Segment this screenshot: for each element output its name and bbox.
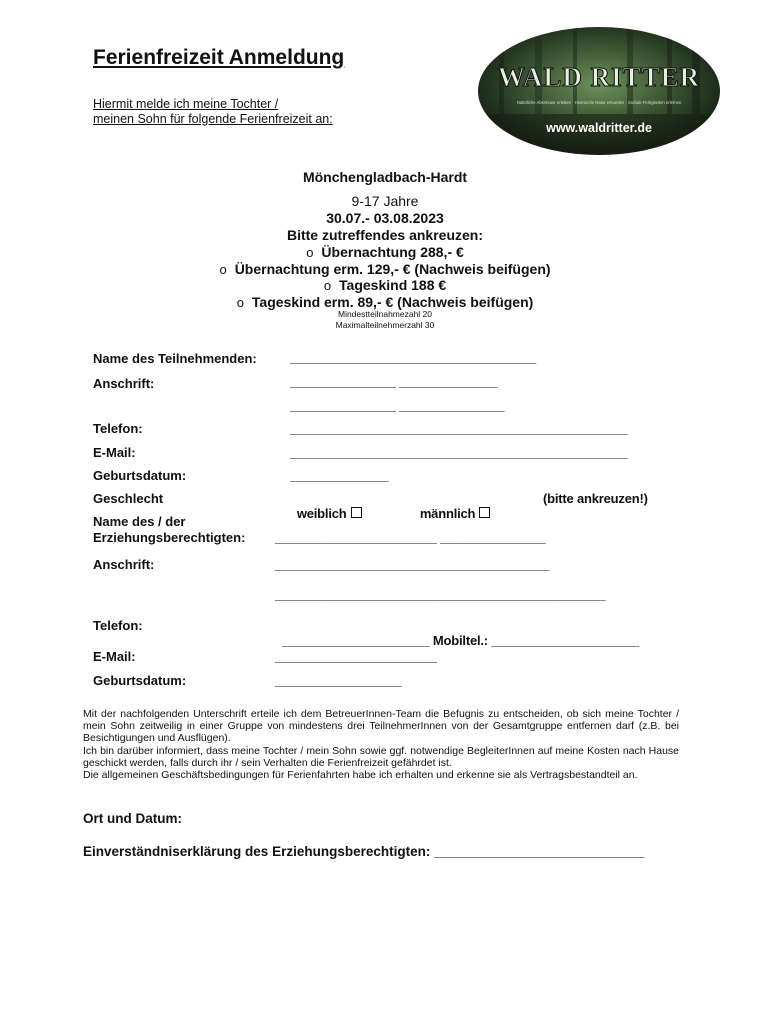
intro-text [93, 97, 333, 127]
event-location: Mönchengladbach-Hardt [302, 169, 468, 185]
guardian-email-label: E-Mail: [93, 649, 136, 664]
option-overnight[interactable] [0, 244, 770, 260]
min-participants: Mindestteilnahmezahl 20 [337, 309, 433, 319]
gender-female-label: weiblich [296, 506, 347, 521]
option-daychild[interactable] [0, 277, 770, 293]
guardian-phone-field[interactable] [275, 618, 639, 648]
guardian-address-field-1[interactable]: _______________________________________ [275, 557, 550, 572]
participant-email-field[interactable]: ________________________________________________ [290, 445, 628, 460]
guardian-name-field[interactable]: _______________________ _______________ [275, 530, 546, 545]
intro-line-2: meinen Sohn für folgende Ferienfreizeit an: [93, 112, 333, 126]
logo-url: www.waldritter.de [546, 121, 652, 135]
participant-email-label: E-Mail: [93, 445, 136, 460]
consent-label: Einverständniserklärung des Erziehungsberechtigten: [83, 844, 431, 859]
guardian-name-label-2: Erziehungsberechtigten: [93, 530, 246, 545]
event-instruction: Bitte zutreffendes ankreuzen: [286, 227, 484, 243]
guardian-birth-field[interactable]: __________________ [275, 673, 402, 688]
participant-gender-label: Geschlecht [93, 491, 164, 506]
participant-address-field-1[interactable]: _______________ ______________ [290, 374, 498, 389]
option-label: Übernachtung erm. 129,- € (Nachweis beifügen) [234, 261, 551, 277]
legal-text [83, 708, 679, 781]
guardian-phone-label: Telefon: [93, 618, 143, 633]
participant-phone-field[interactable]: ________________________________________________ [290, 421, 628, 436]
option-overnight-reduced[interactable] [0, 261, 770, 277]
legal-paragraph-3: Die allgemeinen Geschäftsbedingungen für Ferienfahrten habe ich erhalten und erkenne sie als Vertragsbestandteil an. [83, 769, 638, 782]
option-label: Tageskind 188 € [339, 277, 447, 293]
participant-name-label: Name des Teilnehmenden: [93, 351, 257, 366]
waldritter-logo [477, 26, 721, 156]
guardian-address-field-2[interactable]: _______________________________________________ [275, 587, 606, 602]
participant-name-field[interactable]: ___________________________________ [290, 350, 537, 365]
gender-male[interactable] [413, 491, 490, 521]
gender-note: (bitte ankreuzen!) [543, 491, 648, 506]
option-label: Übernachtung 288,- € [321, 244, 464, 260]
legal-paragraph-1: Mit der nachfolgenden Unterschrift erteile ich dem BetreuerInnen-Team die Befugnis zu entscheiden, ob sich meine Tochter / mein Sohn zeitweilig in einer Gruppe von mindestens drei TeilnehmerInnen von der Gesamtgruppe entfernen darf (z.B. bei Besichtigungen und Ausflügen). [83, 708, 679, 745]
participant-birth-label: Geburtsdatum: [93, 468, 187, 483]
guardian-address-label: Anschrift: [93, 557, 155, 572]
participant-birth-field[interactable]: ______________ [290, 468, 389, 483]
form-title: Ferienfreizeit Anmeldung [93, 46, 345, 69]
option-bullet: o [236, 295, 244, 310]
guardian-name-label-1: Name des / der [93, 514, 186, 529]
consent-signature-line[interactable]: ____________________________ [434, 844, 645, 859]
checkbox-female[interactable] [351, 507, 362, 518]
guardian-phone-line[interactable]: _____________________ [281, 633, 430, 648]
participant-phone-label: Telefon: [93, 421, 143, 436]
gender-male-label: männlich [419, 506, 476, 521]
gender-female[interactable] [290, 491, 362, 521]
consent-signature[interactable] [83, 844, 644, 859]
checkbox-male[interactable] [479, 507, 490, 518]
guardian-email-field[interactable]: _______________________ [275, 649, 437, 664]
logo-tagline: Natürliche Abenteuer erleben · Heimische Natur erkunden · Soziale Fertigkeiten erlernen [516, 100, 682, 105]
option-bullet: o [306, 245, 314, 260]
logo-brand: WALD RITTER [497, 62, 701, 92]
participant-address-label: Anschrift: [93, 376, 155, 391]
option-bullet: o [219, 262, 227, 277]
option-label: Tageskind erm. 89,- € (Nachweis beifügen) [251, 294, 534, 310]
max-participants: Maximalteilnehmerzahl 30 [335, 320, 435, 330]
option-bullet: o [323, 278, 332, 293]
participant-address-field-2[interactable]: _______________ _______________ [290, 398, 505, 413]
event-dates: 30.07.- 03.08.2023 [326, 210, 444, 226]
legal-paragraph-2: Ich bin darüber informiert, dass meine Tochter / mein Sohn sowie ggf. notwendige BegleiterInnen auf meine Kosten nach Hause geschickt werden, falls durch ihr / sein Verhalten die Ferienfreizeit gefährdet ist. [83, 744, 679, 769]
guardian-birth-label: Geburtsdatum: [93, 673, 187, 688]
option-daychild-reduced[interactable] [0, 294, 770, 310]
place-date-label: Ort und Datum: [83, 811, 182, 826]
guardian-mobile-line[interactable]: _____________________ [491, 633, 639, 648]
event-age: 9-17 Jahre [351, 193, 419, 209]
guardian-mobile-label: Mobiltel.: [432, 633, 488, 648]
intro-line-1: Hiermit melde ich meine Tochter / [93, 97, 279, 111]
